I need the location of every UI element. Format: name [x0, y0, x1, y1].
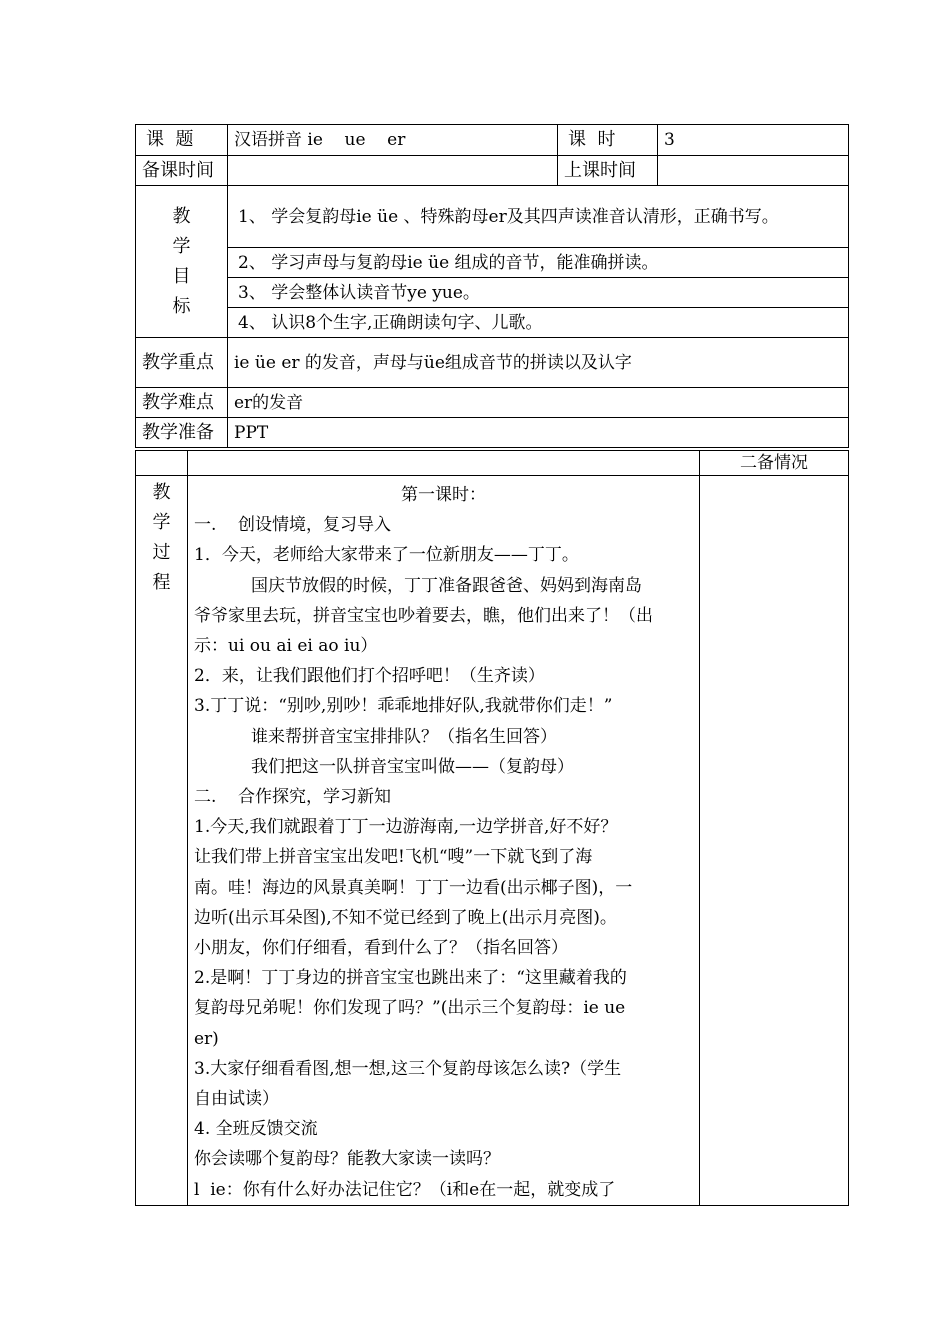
prep-time-value	[228, 156, 558, 186]
difficulty-value: er的发音	[228, 388, 849, 418]
objective-item-2: 2、 学习声母与复韵母ie üe 组成的音节，能准确拼读。	[228, 248, 849, 278]
period-value: 3	[658, 125, 849, 156]
process-line: 爷爷家里去玩，拼音宝宝也吵着要去，瞧，他们出来了！（出	[194, 605, 653, 626]
class-time-value	[658, 156, 849, 186]
objective-item-1: 1、 学会复韵母ie üe 、特殊韵母er及其四声读准音认清形，正确书写。	[228, 186, 849, 248]
process-header-blank	[136, 451, 188, 476]
process-line: er)	[194, 1028, 219, 1049]
process-line: 1．今天，老师给大家带来了一位新朋友——丁丁。	[194, 545, 579, 566]
period-label: 课 时	[558, 125, 658, 156]
difficulty-label: 教学难点	[136, 388, 228, 418]
objective-item-4: 4、 认识8个生字,正确朗读句字、儿歌。	[228, 308, 849, 338]
process-line: 2.是啊！丁丁身边的拼音宝宝也跳出来了：“这里藏着我的	[194, 968, 627, 989]
process-line: 二. 合作探究，学习新知	[194, 787, 392, 808]
process-table	[135, 450, 849, 1206]
process-label	[136, 476, 188, 1206]
process-header-blank	[188, 451, 700, 476]
process-line: 3.大家仔细看看图,想一想,这三个复韵母该怎么读?（学生	[194, 1058, 622, 1079]
prep-time-label: 备课时间	[136, 156, 228, 186]
process-line: 第一课时：	[401, 485, 486, 505]
process-line: 边听(出示耳朵图),不知不觉已经到了晚上(出示月亮图)。	[194, 907, 617, 928]
process-label-char: 程	[152, 572, 171, 593]
process-line: 让我们带上拼音宝宝出发吧!飞机“嗖”一下就飞到了海	[194, 847, 593, 868]
process-line: 3.丁丁说：“别吵,别吵！乖乖地排好队,我就带你们走！”	[194, 696, 613, 717]
process-line: 自由试读）	[194, 1089, 279, 1110]
process-line: 你会读哪个复韵母？能教大家读一读吗？	[194, 1149, 500, 1170]
preparation-label: 教学准备	[136, 418, 228, 448]
process-line: 复韵母兄弟呢！你们发现了吗？”(出示三个复韵母：ie ue	[194, 998, 626, 1019]
process-label-char: 过	[152, 542, 171, 563]
objectives-label-char: 标	[172, 295, 191, 317]
process-line: 南。哇！海边的风景真美啊！丁丁一边看(出示椰子图)，一	[194, 877, 633, 898]
objective-item-3: 3、 学会整体认读音节ye yue。	[228, 278, 849, 308]
process-line: 1.今天,我们就跟着丁丁一边游海南,一边学拼音,好不好？	[194, 817, 618, 838]
preparation-value: PPT	[228, 418, 849, 448]
second-prep-notes	[700, 476, 849, 1206]
process-line: 谁来帮拼音宝宝排排队？（指名生回答）	[251, 726, 557, 747]
objectives-label	[136, 186, 228, 338]
subject-value: 汉语拼音 ie ue er	[228, 125, 558, 156]
process-line: 国庆节放假的时候，丁丁准备跟爸爸、妈妈到海南岛	[251, 575, 642, 596]
process-content	[188, 476, 700, 1206]
process-line: 小朋友，你们仔细看，看到什么了？（指名回答）	[194, 938, 568, 959]
key-point-value: ie üe er 的发音，声母与üe组成音节的拼读以及认字	[228, 338, 849, 388]
key-point-label: 教学重点	[136, 338, 228, 388]
process-line: 一. 创设情境，复习导入	[194, 515, 392, 536]
objectives-label-char: 学	[172, 235, 191, 257]
process-line: 示：ui ou ai ei ao iu）	[194, 636, 378, 657]
second-prep-label: 二备情况	[700, 451, 849, 476]
process-line: 2．来，让我们跟他们打个招呼吧！（生齐读）	[194, 666, 545, 687]
process-label-char: 教	[152, 482, 171, 503]
objectives-label-char: 目	[172, 265, 191, 287]
class-time-label: 上课时间	[558, 156, 658, 186]
subject-label: 课 题	[136, 125, 228, 156]
process-line: 我们把这一队拼音宝宝叫做——（复韵母）	[251, 756, 574, 777]
process-label-char: 学	[152, 512, 171, 533]
process-line: l ie：你有什么好办法记住它？（i和e在一起，就变成了	[194, 1179, 616, 1200]
objectives-label-char: 教	[172, 205, 191, 227]
lesson-header-table	[135, 124, 849, 448]
process-line: 4. 全班反馈交流	[194, 1119, 318, 1140]
